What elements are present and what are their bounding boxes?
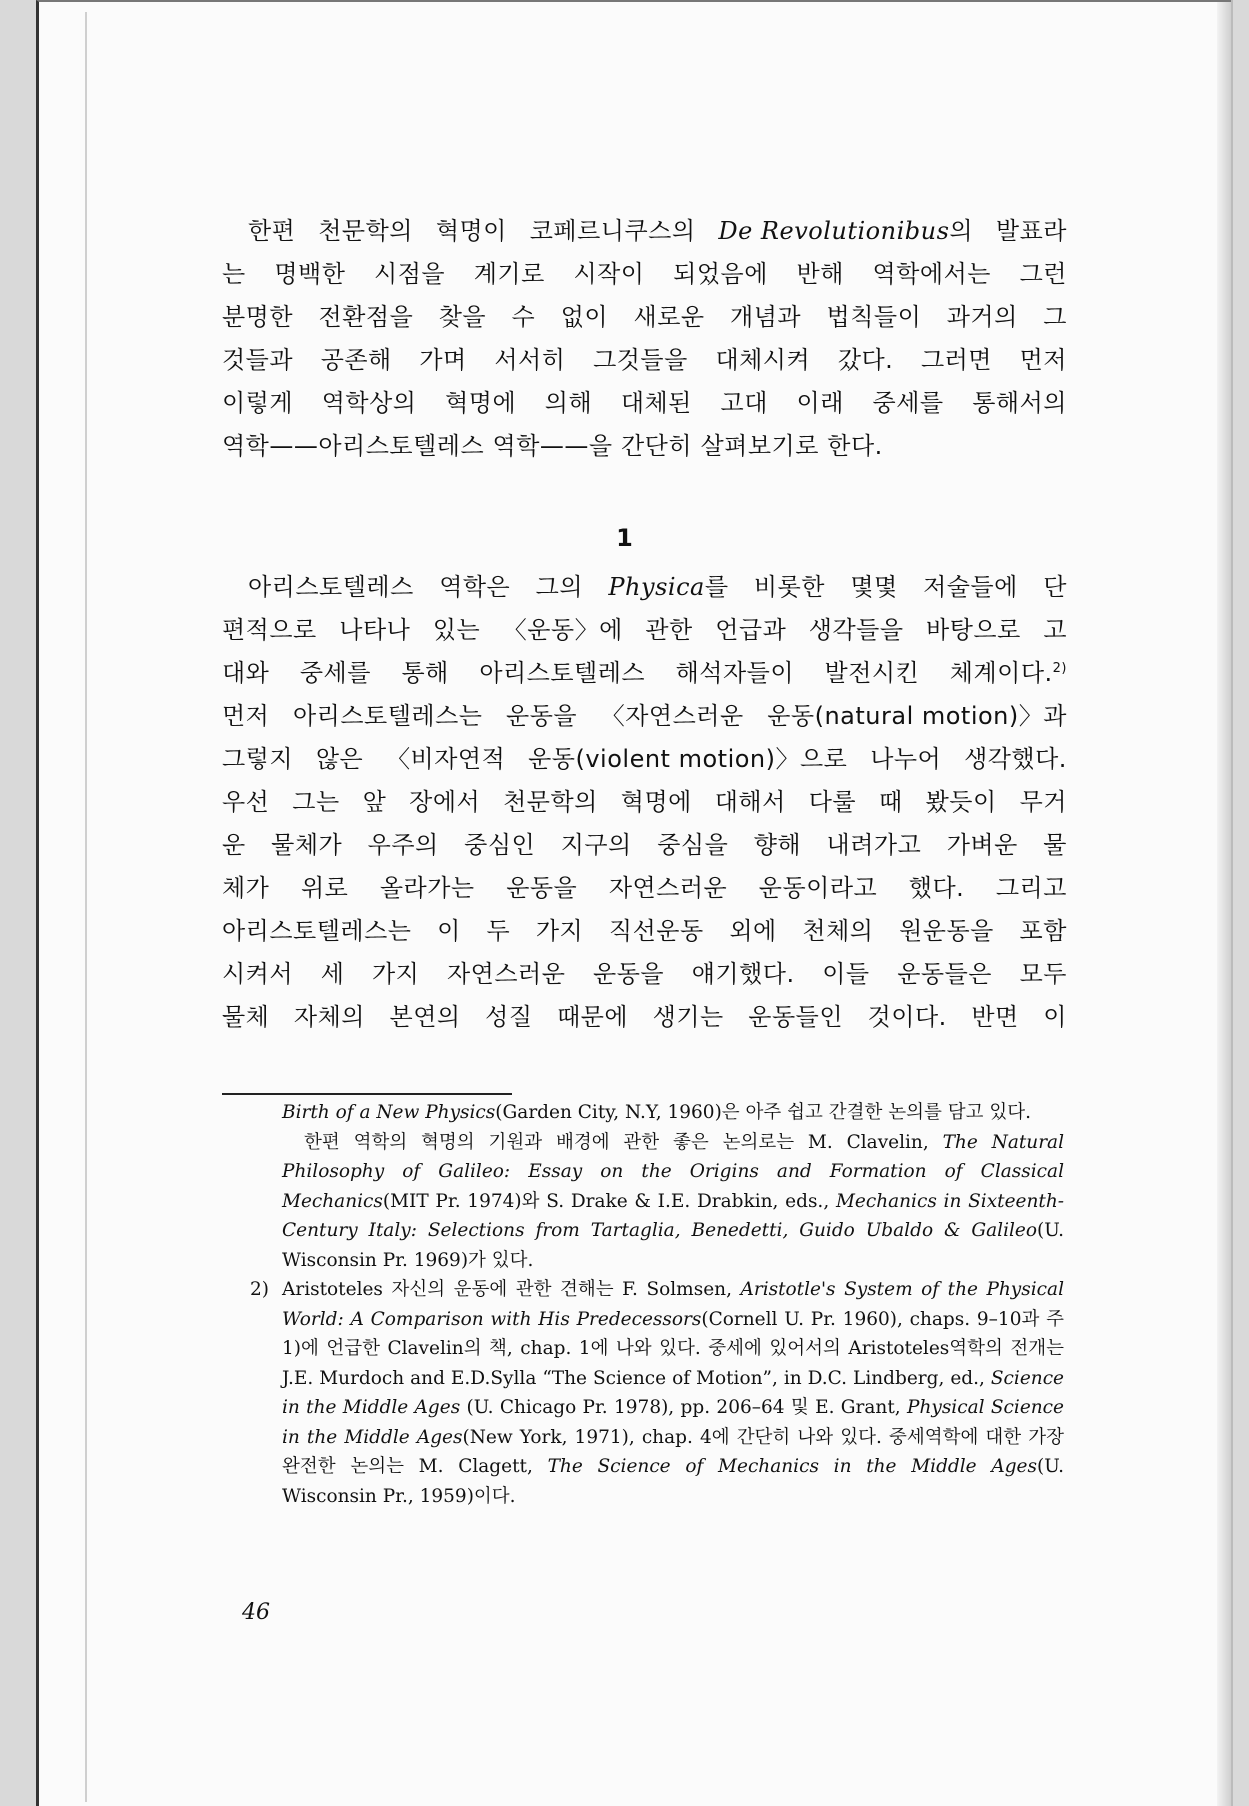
footnote-continued-1: Birth of a New Physics(Garden City, N.Y, 1960)은 아주 쉽고 간결한 논의를 담고 있다. — [282, 1102, 1032, 1123]
section-line: 편적으로 나타나 있는 〈운동〉에 관한 언급과 생각들을 바탕으로 고 — [222, 616, 1067, 644]
section-number: 1 — [616, 524, 633, 552]
section-line: 그렇지 않은 〈비자연적 운동(violent motion)〉으로 나누어 생각했다. — [222, 745, 1067, 773]
footnotes — [250, 1098, 1064, 1511]
intro-line: 분명한 전환점을 찾을 수 없이 새로운 개념과 법칙들이 과거의 그 — [222, 303, 1067, 331]
section-line: 시켜서 세 가지 자연스러운 운동을 얘기했다. 이들 운동들은 모두 — [222, 960, 1067, 988]
intro-line: 역학——아리스토텔레스 역학——을 간단히 살펴보기로 한다. — [222, 432, 883, 460]
footnote-2-number: 2) — [250, 1279, 269, 1300]
intro-line: 한편 천문학의 혁명이 코페르니쿠스의 De Revolutionibus의 발표라 — [248, 217, 1067, 245]
section-line: 대와 중세를 통해 아리스토텔레스 해석자들이 발전시킨 체계이다.$^{2)}$ — [222, 659, 1067, 687]
page-edge-shadow — [1217, 2, 1231, 1806]
intro-line: 것들과 공존해 가며 서서히 그것들을 대체시켜 갔다. 그러면 먼저 — [222, 346, 1067, 374]
page-spine-shadow — [85, 12, 87, 1802]
section-line: 아리스토텔레스 역학은 그의 Physica를 비롯한 몇몇 저술들에 단 — [248, 573, 1067, 601]
section-line: 먼저 아리스토텔레스는 운동을 〈자연스러운 운동(natural motion)〉과 — [222, 702, 1067, 730]
section-paragraph — [222, 566, 1067, 1039]
footnote-2 — [250, 1275, 1064, 1511]
section-line: 아리스토텔레스는 이 두 가지 직선운동 외에 천체의 원운동을 포함 — [222, 917, 1067, 945]
intro-line: 이렇게 역학상의 혁명에 의해 대체된 고대 이래 중세를 통해서의 — [222, 389, 1067, 417]
footnote-continued-2: 한편 역학의 혁명의 기원과 배경에 관한 좋은 논의로는 M. Clavelin, The Natural Philosophy of Galileo: Essay on the Origins and Formation of Classical Mechanics(MIT Pr. 1974)와 S. Drake & I.E. Drabkin, eds., Mechanics in Sixteenth-Century Italy: Selections from Tartaglia, Benedetti, Guido Ubaldo & Galileo(U. Wisconsin Pr. 1969)가 있다. — [282, 1131, 1064, 1271]
footnote-2-text: Aristoteles 자신의 운동에 관한 견해는 F. Solmsen, Aristotle's System of the Physical World: A Comparison with His Predecessors(Cornell U. Pr. 1960), chaps. 9–10과 주 1)에 언급한 Clavelin의 책, chap. 1에 나와 있다. 중세에 있어서의 Aristoteles역학의 전개는 J.E. Murdoch and E.D.Sylla “The Science of Motion”, in D.C. Lindberg, ed., Science in the Middle Ages (U. Chicago Pr. 1978), pp. 206–64 및 E. Grant, Physical Science in the Middle Ages(New York, 1971), chap. 4에 간단히 나와 있다. 중세역학에 대한 가장 완전한 논의는 M. Clagett, The Science of Mechanics in the Middle Ages(U. Wisconsin Pr., 1959)이다. — [282, 1279, 1064, 1507]
section-line: 체가 위로 올라가는 운동을 자연스러운 운동이라고 했다. 그리고 — [222, 874, 1067, 902]
intro-line: 는 명백한 시점을 계기로 시작이 되었음에 반해 역학에서는 그런 — [222, 260, 1067, 288]
footnote-rule — [222, 1093, 512, 1095]
section-line: 운 물체가 우주의 중심인 지구의 중심을 향해 내려가고 가벼운 물 — [222, 831, 1067, 859]
section-line: 우선 그는 앞 장에서 천문학의 혁명에 대해서 다룰 때 봤듯이 무거 — [222, 788, 1067, 816]
section-line: 물체 자체의 본연의 성질 때문에 생기는 운동들인 것이다. 반면 이 — [222, 1003, 1067, 1031]
page-number: 46 — [242, 1600, 270, 1625]
intro-paragraph — [222, 210, 1067, 468]
